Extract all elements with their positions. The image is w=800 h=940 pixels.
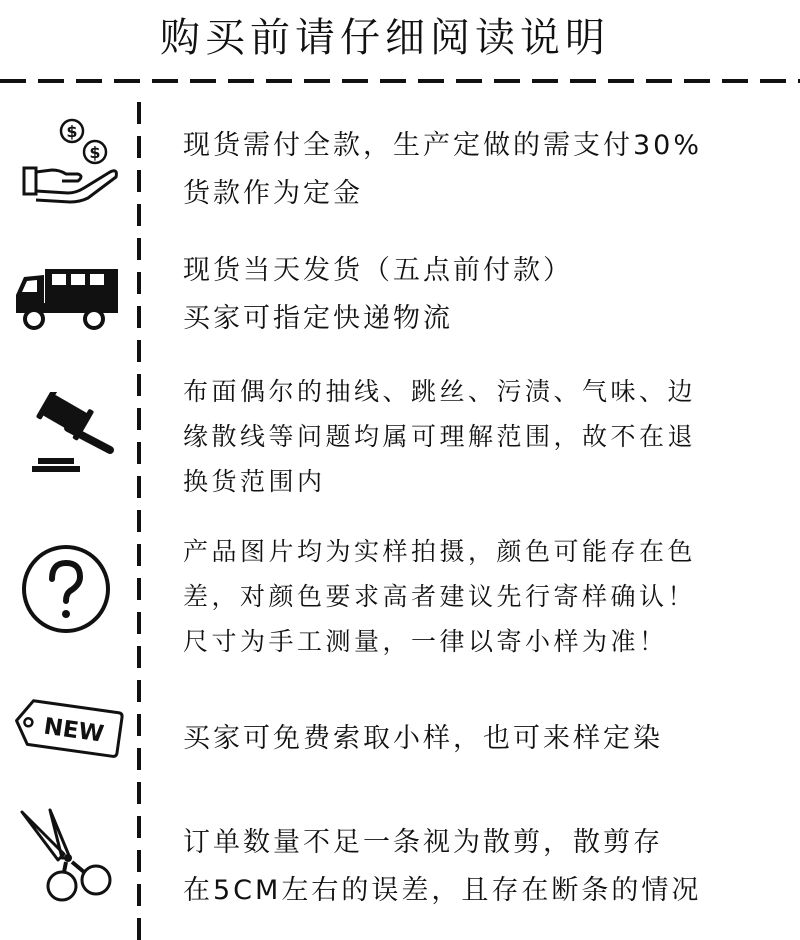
- notice-line: 现货当天发货（五点前付款）: [183, 255, 573, 286]
- notice-line: 在5CM左右的误差，且存在断条的情况: [183, 875, 702, 906]
- notice-shipping: [183, 247, 783, 343]
- notice-defects: [183, 369, 783, 504]
- notice-samples: [183, 715, 783, 763]
- vertical-dashed-divider: [137, 102, 141, 940]
- notice-cutting: [183, 819, 783, 915]
- page-title: 购买前请仔细阅读说明: [160, 15, 610, 61]
- truck-icon: [12, 265, 120, 331]
- notice-line: 产品图片均为实样拍摄，颜色可能存在色: [183, 537, 697, 566]
- notice-line: 买家可免费索取小样，也可来样定染: [183, 723, 663, 754]
- scissors-icon: [14, 806, 120, 910]
- notice-line: 布面偶尔的抽线、跳丝、污渍、气味、边: [183, 377, 697, 406]
- notice-line: 买家可指定快递物流: [183, 303, 453, 334]
- gavel-icon: [24, 392, 116, 474]
- notice-payment: [183, 122, 783, 218]
- notice-line: 订单数量不足一条视为散剪，散剪存: [183, 827, 663, 858]
- notice-line: 货款作为定金: [183, 178, 363, 209]
- money-hand-icon: [18, 114, 124, 208]
- horizontal-dashed-divider: [0, 79, 800, 83]
- notice-line: 缘散线等问题均属可理解范围，故不在退: [183, 422, 697, 451]
- question-circle-icon: [20, 543, 112, 635]
- notice-line: 差，对颜色要求高者建议先行寄样确认！: [183, 582, 697, 611]
- svg-text:$: $: [89, 143, 101, 162]
- svg-text:$: $: [66, 122, 78, 141]
- notice-line: 现货需付全款，生产定做的需支付30%: [183, 130, 703, 161]
- new-tag-icon: [10, 694, 128, 762]
- new-tag-text: NEW: [41, 713, 106, 748]
- notice-line: 尺寸为手工测量，一律以寄小样为准！: [183, 627, 668, 656]
- notice-color-size: [183, 529, 783, 664]
- notice-line: 换货范围内: [183, 467, 326, 496]
